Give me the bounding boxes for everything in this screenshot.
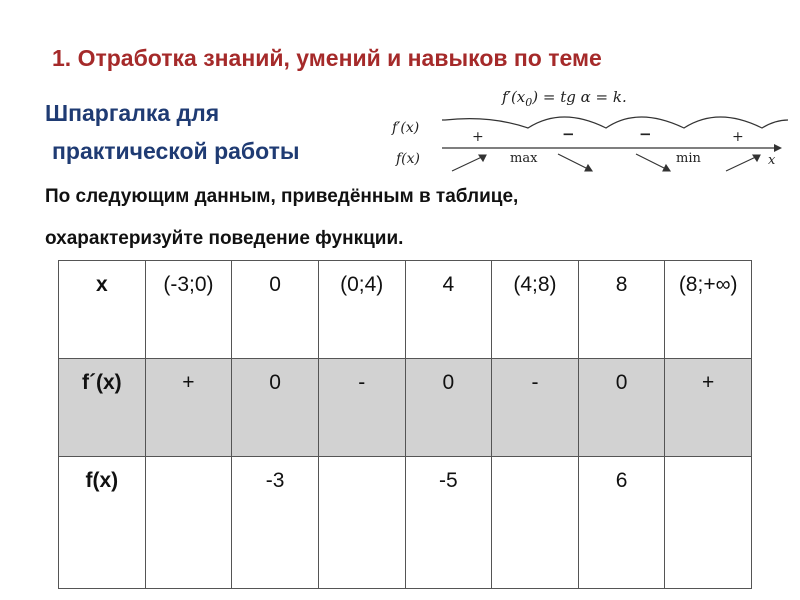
table-cell: (-3;0) [145, 261, 232, 359]
x-axis-label: x [768, 153, 776, 168]
table-cell: + [665, 359, 752, 457]
derivative-row [59, 359, 752, 457]
table-cell: x [59, 261, 146, 359]
table-cell: (4;8) [492, 261, 579, 359]
table-cell: + [145, 359, 232, 457]
table-cell: f(x) [59, 457, 146, 589]
table-cell: (8;+∞) [665, 261, 752, 359]
function-table [58, 260, 752, 589]
table-cell: 0 [405, 359, 492, 457]
table-cell: 0 [232, 261, 319, 359]
table-cell: -3 [232, 457, 319, 589]
x-row [59, 261, 752, 359]
max-label: max [510, 151, 538, 166]
table-cell [145, 457, 232, 589]
min-label: min [676, 151, 701, 166]
table-cell [665, 457, 752, 589]
table-cell [492, 457, 579, 589]
derivative-formula: $f'(x_0)$ = tg α = k. [502, 88, 627, 109]
table-cell [318, 457, 405, 589]
table-cell: 6 [578, 457, 665, 589]
cheatsheet-title-line1: Шпаргалка для [45, 100, 220, 126]
fprime-row-label: f′(x) [392, 120, 420, 136]
table-cell: - [492, 359, 579, 457]
table-cell: (0;4) [318, 261, 405, 359]
sign-plus-1: + [472, 129, 484, 145]
function-row [59, 457, 752, 589]
table-cell: 4 [405, 261, 492, 359]
table-cell: - [318, 359, 405, 457]
task-text-line2: охарактеризуйте поведение функции. [45, 228, 404, 249]
table-cell: 0 [232, 359, 319, 457]
sign-minus-1: − [562, 125, 575, 143]
sign-chart-diagram [380, 82, 790, 182]
f-row-label: f(x) [396, 151, 421, 167]
cheatsheet-title-line2: практической работы [52, 138, 300, 164]
table-cell: 8 [578, 261, 665, 359]
table-cell: f´(x) [59, 359, 146, 457]
sign-minus-2: − [639, 125, 652, 143]
table-cell: 0 [578, 359, 665, 457]
table-cell: -5 [405, 457, 492, 589]
sign-plus-2: + [732, 129, 744, 145]
slide-heading: 1. Отработка знаний, умений и навыков по теме [52, 45, 602, 71]
task-text-line1: По следующим данным, приведённым в таблице, [45, 186, 519, 207]
